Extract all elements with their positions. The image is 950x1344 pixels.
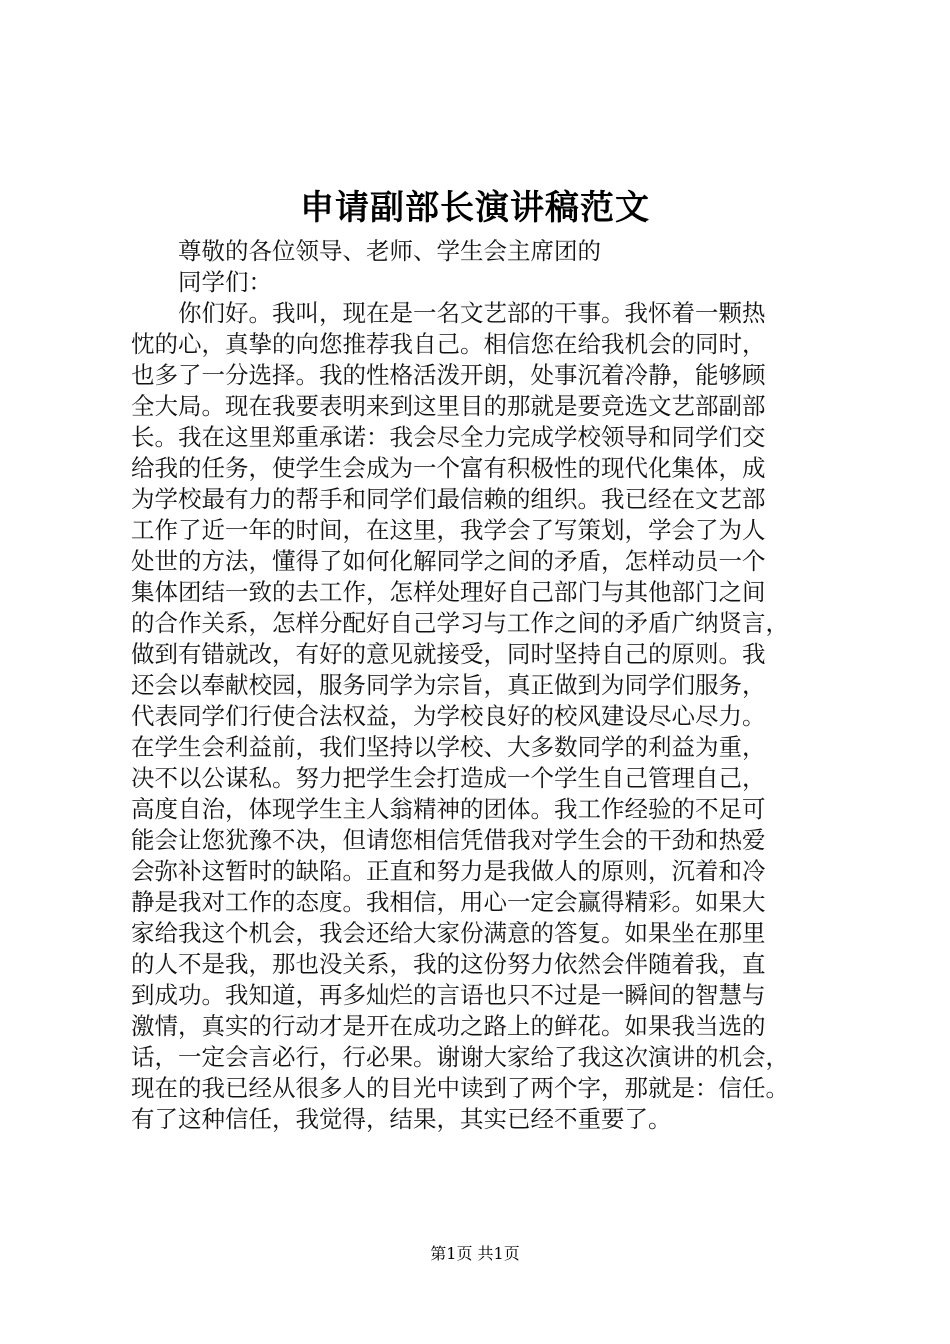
document-title: 申请副部长演讲稿范文 — [300, 188, 650, 228]
body-line: 话，一定会言必行，行必果。谢谢大家给了我这次演讲的机会， — [131, 1043, 789, 1071]
body-line-salutation: 尊敬的各位领导、老师、学生会主席团的 — [178, 237, 601, 265]
body-line: 全大局。现在我要表明来到这里目的那就是要竞选文艺部副部 — [131, 392, 766, 420]
body-line: 的人不是我，那也没关系，我的这份努力依然会伴随着我，直 — [131, 950, 766, 978]
body-line: 代表同学们行使合法权益，为学校良好的校风建设尽心尽力。 — [131, 702, 766, 730]
body-line: 还会以奉献校园，服务同学为宗旨，真正做到为同学们服务， — [131, 671, 766, 699]
body-line: 集体团结一致的去工作，怎样处理好自己部门与其他部门之间 — [131, 578, 766, 606]
body-line: 处世的方法，懂得了如何化解同学之间的矛盾，怎样动员一个 — [131, 547, 766, 575]
body-line: 忱的心，真挚的向您推荐我自己。相信您在给我机会的同时， — [131, 330, 766, 358]
body-line: 也多了一分选择。我的性格活泼开朗，处事沉着冷静，能够顾 — [131, 361, 766, 389]
body-line: 给我的任务，使学生会成为一个富有积极性的现代化集体，成 — [131, 454, 766, 482]
body-line: 做到有错就改，有好的意见就接受，同时坚持自己的原则。我 — [131, 640, 766, 668]
body-line: 工作了近一年的时间，在这里，我学会了写策划，学会了为人 — [131, 516, 766, 544]
body-line: 有了这种信任，我觉得，结果，其实已经不重要了。 — [131, 1105, 672, 1133]
body-line: 决不以公谋私。努力把学生会打造成一个学生自己管理自己， — [131, 764, 766, 792]
document-body — [131, 236, 831, 1135]
body-line-salutation-cont: 同学们： — [178, 268, 272, 296]
body-line: 高度自治，体现学生主人翁精神的团体。我工作经验的不足可 — [131, 795, 766, 823]
body-line: 到成功。我知道，再多灿烂的言语也只不过是一瞬间的智慧与 — [131, 981, 766, 1009]
page-footer: 第1页 共1页 — [430, 1244, 520, 1263]
body-line: 现在的我已经从很多人的目光中读到了两个字，那就是：信任。 — [131, 1074, 789, 1102]
body-line: 长。我在这里郑重承诺：我会尽全力完成学校领导和同学们交 — [131, 423, 766, 451]
body-line: 激情，真实的行动才是开在成功之路上的鲜花。如果我当选的 — [131, 1012, 766, 1040]
body-line: 家给我这个机会，我会还给大家份满意的答复。如果坐在那里 — [131, 919, 766, 947]
body-line: 静是我对工作的态度。我相信，用心一定会赢得精彩。如果大 — [131, 888, 766, 916]
body-line: 能会让您犹豫不决，但请您相信凭借我对学生会的干劲和热爱 — [131, 826, 766, 854]
body-line: 的合作关系，怎样分配好自己学习与工作之间的矛盾广纳贤言， — [131, 609, 789, 637]
body-line: 为学校最有力的帮手和同学们最信赖的组织。我已经在文艺部 — [131, 485, 766, 513]
body-line: 你们好。我叫，现在是一名文艺部的干事。我怀着一颗热 — [178, 299, 766, 327]
body-line: 在学生会利益前，我们坚持以学校、大多数同学的利益为重， — [131, 733, 766, 761]
body-line: 会弥补这暂时的缺陷。正直和努力是我做人的原则，沉着和冷 — [131, 857, 766, 885]
